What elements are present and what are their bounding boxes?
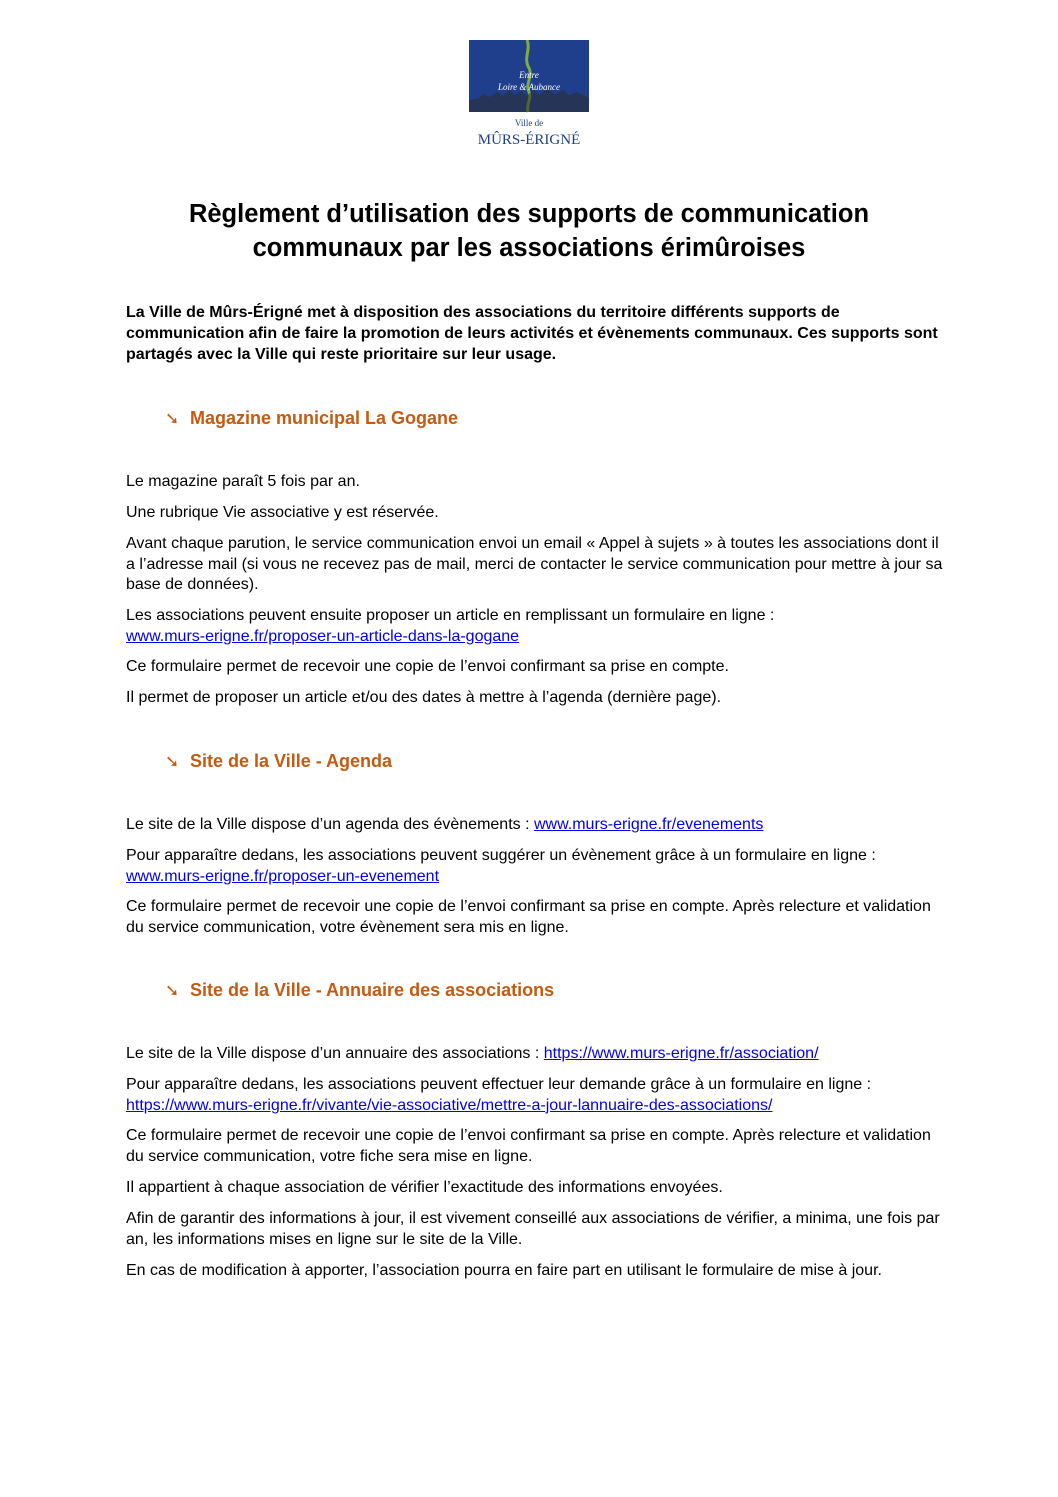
section-heading-directory-label: Site de la Ville - Annuaire des associations bbox=[190, 980, 555, 1000]
magazine-paragraph-3: Avant chaque parution, le service communication envoi un email « Appel à sujets » à toutes les associations dont il a l’adresse mail (si vous ne recevez pas de mail, merci de contacter le service communication pour mettre à jour sa base de données). bbox=[126, 535, 943, 593]
section-heading-agenda bbox=[165, 750, 392, 773]
document-title bbox=[60, 197, 998, 265]
magazine-paragraph-4-text: Les associations peuvent ensuite proposer un article en remplissant un formulaire en ligne : bbox=[126, 607, 775, 624]
magazine-paragraph-1: Le magazine paraît 5 fois par an. bbox=[126, 473, 360, 490]
logo-text-ville-de: Ville de bbox=[514, 118, 544, 128]
magazine-paragraph-6: Il permet de proposer un article et/ou des dates à mettre à l’agenda (dernière page). bbox=[126, 689, 722, 706]
logo-text-loire: Loire & Aubance bbox=[498, 82, 560, 92]
gogane-article-link[interactable]: www.murs-erigne.fr/proposer-un-article-dans-la-gogane bbox=[126, 627, 520, 645]
directory-paragraph-1 bbox=[126, 1044, 946, 1065]
events-link[interactable]: www.murs-erigne.fr/evenements bbox=[533, 816, 764, 833]
directory-paragraph-2-text: Pour apparaître dedans, les associations peuvent effectuer leur demande grâce à un formulaire en ligne : bbox=[126, 1076, 872, 1093]
association-directory-link[interactable]: https://www.murs-erigne.fr/association/ bbox=[543, 1045, 819, 1062]
town-logo bbox=[469, 40, 589, 150]
agenda-paragraph-1 bbox=[126, 815, 946, 836]
intro-paragraph: La Ville de Mûrs-Érigné met à disposition des associations du territoire différents supports de communication afin de faire la promotion de leurs activités et évènements communaux. Ces supports sont partagés avec la Ville qui reste prioritaire sur leur usage. bbox=[126, 304, 938, 363]
document-title-line-1: Règlement d’utilisation des supports de communication bbox=[188, 200, 870, 228]
magazine-paragraph-2: Une rubrique Vie associative y est réservée. bbox=[126, 504, 439, 521]
section-heading-magazine-label: Magazine municipal La Gogane bbox=[190, 408, 459, 428]
arrow-down-right-icon: ➘ bbox=[165, 409, 180, 428]
agenda-paragraph-2 bbox=[126, 846, 946, 887]
directory-paragraph-4: Il appartient à chaque association de vérifier l’exactitude des informations envoyées. bbox=[126, 1179, 723, 1196]
directory-paragraph-6: En cas de modification à apporter, l’association pourra en faire part en utilisant le formulaire de mise à jour. bbox=[126, 1262, 882, 1279]
directory-paragraph-5: Afin de garantir des informations à jour, il est vivement conseillé aux associations de vérifier, a minima, une fois par an, les informations mises en ligne sur le site de la Ville. bbox=[126, 1210, 940, 1248]
arrow-down-right-icon: ➘ bbox=[165, 752, 180, 771]
document-title-line-2: communaux par les associations érimûroises bbox=[252, 234, 806, 262]
magazine-paragraph-4 bbox=[126, 606, 946, 647]
update-directory-link[interactable]: https://www.murs-erigne.fr/vivante/vie-associative/mettre-a-jour-lannuaire-des-associations/ bbox=[126, 1096, 773, 1114]
propose-event-link[interactable]: www.murs-erigne.fr/proposer-un-evenement bbox=[126, 867, 440, 885]
agenda-paragraph-2-text: Pour apparaître dedans, les associations peuvent suggérer un évènement grâce à un formulaire en ligne : bbox=[126, 847, 876, 864]
directory-paragraph-1-text: Le site de la Ville dispose d’un annuaire des associations : bbox=[126, 1045, 544, 1062]
logo-text-entre: Entre bbox=[519, 70, 539, 80]
magazine-paragraph-5: Ce formulaire permet de recevoir une copie de l’envoi confirmant sa prise en compte. bbox=[126, 658, 729, 675]
agenda-paragraph-3: Ce formulaire permet de recevoir une copie de l’envoi confirmant sa prise en compte. Après relecture et validation du service communication, votre évènement sera mis en ligne. bbox=[126, 898, 931, 936]
logo-text-town: MÛRS-ÉRIGNÉ bbox=[477, 132, 581, 148]
arrow-down-right-icon: ➘ bbox=[165, 981, 180, 1000]
section-heading-directory bbox=[165, 979, 554, 1002]
section-heading-agenda-label: Site de la Ville - Agenda bbox=[190, 751, 393, 771]
agenda-paragraph-1-text: Le site de la Ville dispose d’un agenda des évènements : bbox=[126, 816, 534, 833]
directory-paragraph-2 bbox=[126, 1075, 946, 1116]
directory-paragraph-3: Ce formulaire permet de recevoir une copie de l’envoi confirmant sa prise en compte. Après relecture et validation du service communication, votre fiche sera mise en ligne. bbox=[126, 1127, 931, 1165]
section-heading-magazine bbox=[165, 407, 458, 430]
